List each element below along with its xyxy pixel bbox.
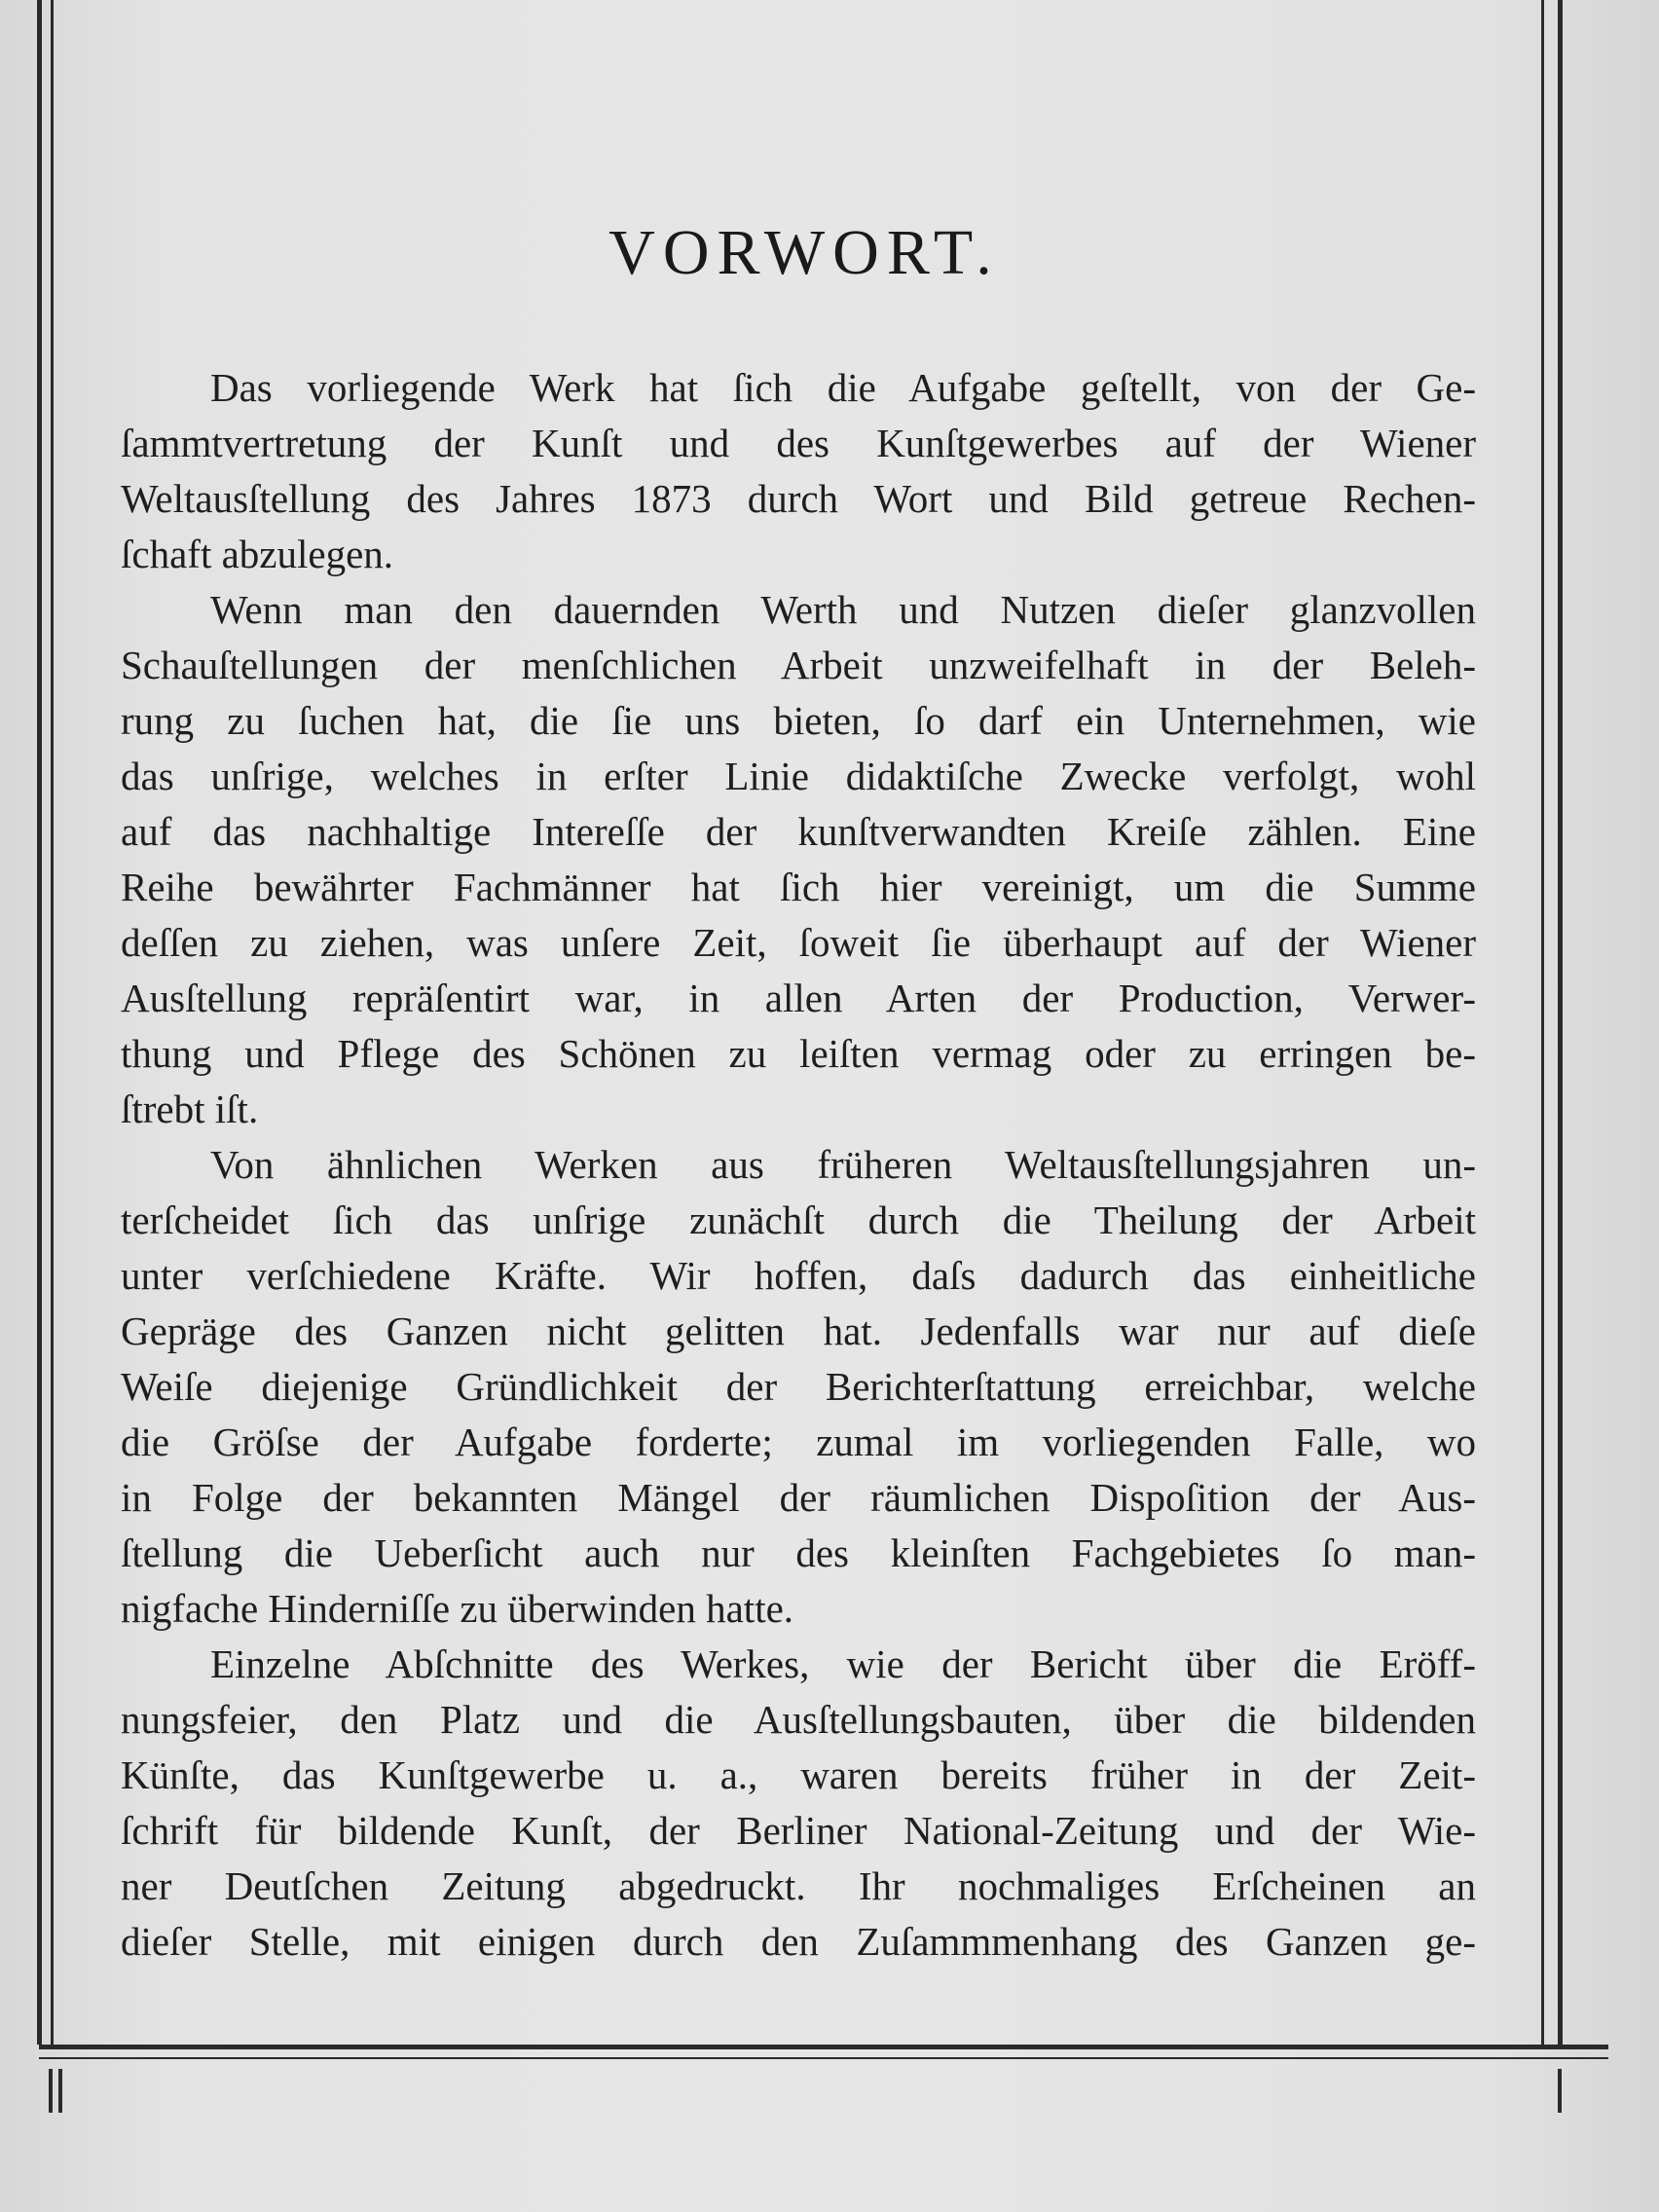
text-line: rung zu ſuchen hat, die ſie uns bieten, ſo darf ein Unternehmen, wie bbox=[121, 698, 1476, 743]
text-line: ſammtvertretung der Kunſt und des Kunſtgewerbes auf der Wiener bbox=[121, 421, 1476, 465]
page-title: VORWORT. bbox=[608, 217, 1000, 288]
frame-left-outer-rule bbox=[37, 0, 42, 2045]
text-line: Künſte, das Kunſtgewerbe u. a., waren bereits früher in der Zeit- bbox=[121, 1752, 1476, 1797]
text-line: ſtellung die Ueberſicht auch nur des kleinſten Fachgebietes ſo man- bbox=[121, 1530, 1476, 1575]
text-line: Das vorliegende Werk hat ſich die Aufgabe geſtellt, von der Ge- bbox=[210, 365, 1476, 410]
text-line: ſchrift für bildende Kunſt, der Berliner National-Zeitung und der Wie- bbox=[121, 1808, 1476, 1853]
text-line: Gepräge des Ganzen nicht gelitten hat. Jedenfalls war nur auf dieſe bbox=[121, 1309, 1476, 1353]
text-line: terſcheidet ſich das unſrige zunächſt durch die Theilung der Arbeit bbox=[121, 1198, 1476, 1242]
text-line: Von ähnlichen Werken aus früheren Weltausſtellungsjahren un- bbox=[210, 1142, 1476, 1187]
text-line: ſtrebt iſt. bbox=[121, 1087, 259, 1131]
frame-right-inner-rule bbox=[1541, 0, 1544, 2045]
text-line: thung und Pflege des Schönen zu leiſten vermag oder zu erringen be- bbox=[121, 1031, 1476, 1076]
text-line: unter verſchiedene Kräfte. Wir hoffen, daſs dadurch das einheitliche bbox=[121, 1253, 1476, 1298]
text-line: Ausſtellung repräſentirt war, in allen Arten der Production, Verwer- bbox=[121, 976, 1476, 1020]
frame-left-stub bbox=[49, 2069, 53, 2113]
text-line: Einzelne Abſchnitte des Werkes, wie der Bericht über die Eröff- bbox=[210, 1641, 1476, 1686]
text-line: Weiſe diejenige Gründlichkeit der Berichterſtattung erreichbar, welche bbox=[121, 1364, 1476, 1409]
frame-bottom-thin-rule bbox=[39, 2057, 1608, 2059]
text-line: auf das nachhaltige Intereſſe der kunſtverwandten Kreiſe zählen. Eine bbox=[121, 809, 1476, 854]
body-text bbox=[121, 360, 1476, 1970]
text-line: in Folge der bekannten Mängel der räumlichen Dispoſition der Aus- bbox=[121, 1475, 1476, 1520]
text-line: deſſen zu ziehen, was unſere Zeit, ſoweit ſie überhaupt auf der Wiener bbox=[121, 920, 1476, 965]
text-line: dieſer Stelle, mit einigen durch den Zuſammmenhang des Ganzen ge- bbox=[121, 1919, 1476, 1964]
text-line: die Gröſse der Aufgabe forderte; zumal im vorliegenden Falle, wo bbox=[121, 1419, 1476, 1464]
frame-right-stub bbox=[1558, 2069, 1562, 2113]
text-line: nigfache Hinderniſſe zu überwinden hatte. bbox=[121, 1586, 794, 1631]
text-line: ner Deutſchen Zeitung abgedruckt. Ihr nochmaliges Erſcheinen an bbox=[121, 1863, 1476, 1908]
text-line: das unſrige, welches in erſter Linie didaktiſche Zwecke verfolgt, wohl bbox=[121, 754, 1476, 798]
text-line: Reihe bewährter Fachmänner hat ſich hier vereinigt, um die Summe bbox=[121, 865, 1476, 909]
frame-right-outer-rule bbox=[1558, 0, 1563, 2045]
text-line: Schauſtellungen der menſchlichen Arbeit unzweifelhaft in der Beleh- bbox=[121, 643, 1476, 687]
text-line: Weltausſtellung des Jahres 1873 durch Wort und Bild getreue Rechen- bbox=[121, 476, 1476, 521]
text-line: nungsfeier, den Platz und die Ausſtellungsbauten, über die bildenden bbox=[121, 1697, 1476, 1742]
frame-left-inner-rule bbox=[51, 0, 54, 2045]
frame-bottom-rule bbox=[39, 2045, 1608, 2049]
frame-left-stub bbox=[58, 2069, 62, 2113]
text-line: Wenn man den dauernden Werth und Nutzen dieſer glanzvollen bbox=[210, 587, 1476, 632]
text-line: ſchaft abzulegen. bbox=[121, 532, 394, 576]
